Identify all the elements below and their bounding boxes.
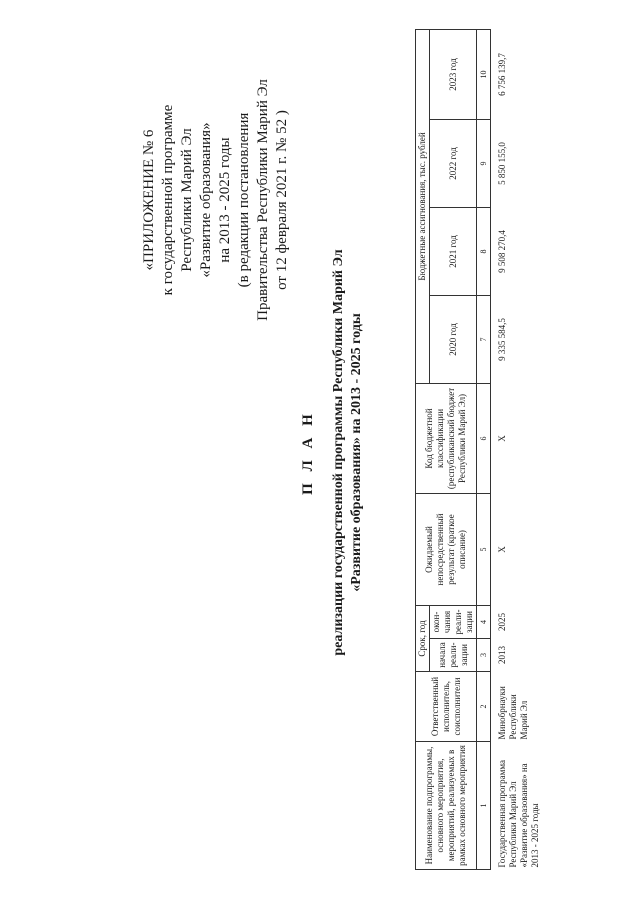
column-number: 2 xyxy=(477,672,491,742)
cell-name: Государственная программа Республики Марий Эл «Развитие образования» на 2013 - 2025 годы xyxy=(497,760,540,868)
header-year-2020: 2020 год xyxy=(430,295,477,383)
cell-start: 2013 xyxy=(497,646,507,664)
header-responsible: Ответственный исполнитель, соисполнители xyxy=(416,672,477,742)
plan-subtitle xyxy=(330,0,366,905)
appendix-line: к государственной программе xyxy=(160,104,176,296)
cell-2022: 5 850 155,0 xyxy=(497,142,507,185)
header-term-end: окон-чания реали-зации xyxy=(430,605,477,638)
appendix-line: «ПРИЛОЖЕНИЕ № 6 xyxy=(141,129,157,271)
appendix-line: от 12 февраля 2021 г. № 52 ) xyxy=(274,110,290,290)
header-term: Срок, год xyxy=(416,605,430,671)
appendix-block xyxy=(140,40,292,360)
column-number: 3 xyxy=(477,639,491,672)
cell-end: 2025 xyxy=(497,613,507,631)
header-year-2021: 2021 год xyxy=(430,207,477,295)
cell-code: Х xyxy=(497,435,507,442)
cell-2021: 9 508 270,4 xyxy=(497,230,507,273)
cell-responsible: Минобрнауки Республики Марий Эл xyxy=(497,686,529,740)
header-year-2022: 2022 год xyxy=(430,119,477,207)
header-budget: Бюджетные ассигнования, тыс. рублей xyxy=(416,29,430,383)
column-number: 7 xyxy=(477,295,491,383)
appendix-line: (в редакции постановления xyxy=(236,112,252,288)
cell-expected: Х xyxy=(497,546,507,553)
column-number: 1 xyxy=(477,742,491,870)
header-budget-code: Код бюджетной классификации (республиканский бюджет Республики Марий Эл) xyxy=(416,383,477,493)
column-number: 8 xyxy=(477,207,491,295)
appendix-line: на 2013 - 2025 годы xyxy=(217,137,233,263)
plan-table xyxy=(415,29,542,870)
column-number: 9 xyxy=(477,119,491,207)
appendix-line: Правительства Республики Марий Эл xyxy=(255,79,271,321)
cell-2023: 6 756 139,7 xyxy=(497,53,507,96)
header-year-2023: 2023 год xyxy=(430,29,477,119)
header-term-start: начала реали-зации xyxy=(430,639,477,672)
table-row xyxy=(491,29,543,869)
plan-subtitle-line: «Развитие образования» на 2013 - 2025 годы xyxy=(349,313,364,592)
column-number: 4 xyxy=(477,605,491,638)
header-name: Наименование подпрограммы, основного мероприятия, мероприятий, реализуемых в рамках основного мероприятия xyxy=(416,742,477,870)
column-number: 6 xyxy=(477,383,491,493)
appendix-line: Республики Марий Эл xyxy=(179,128,195,272)
plan-subtitle-line: реализации государственной программы Республики Марий Эл xyxy=(331,249,346,656)
column-number: 10 xyxy=(477,29,491,119)
appendix-line: «Развитие образования» xyxy=(198,122,214,278)
cell-2020: 9 335 584,5 xyxy=(497,318,507,361)
column-number: 5 xyxy=(477,493,491,605)
header-expected: Ожидаемый непосредственный результат (краткое описание) xyxy=(416,493,477,605)
plan-title: П Л А Н xyxy=(300,410,316,495)
